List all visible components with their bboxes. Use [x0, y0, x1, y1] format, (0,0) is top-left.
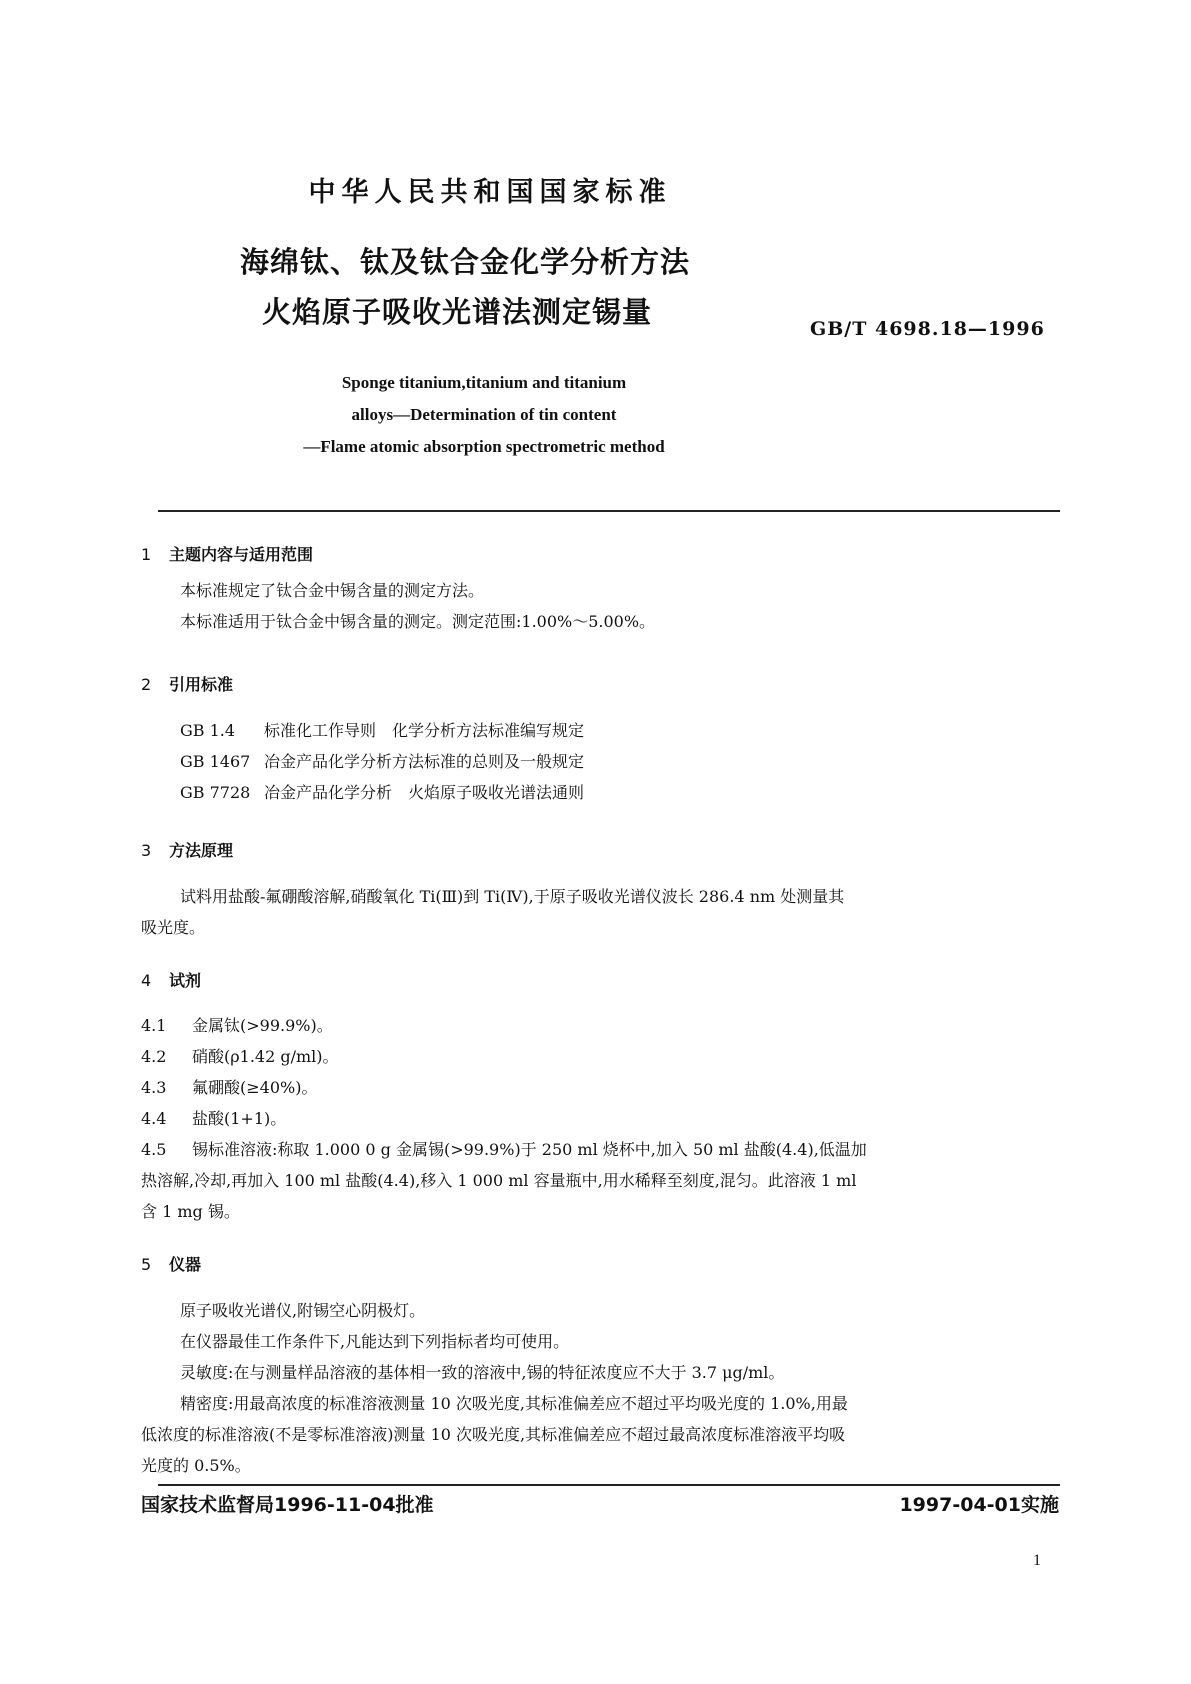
section-5-heading	[141, 1252, 201, 1275]
section-title: 仪器	[169, 1255, 202, 1274]
section-4-heading	[141, 968, 201, 991]
section-number: 5	[141, 1255, 152, 1274]
reagent-text: 硝酸(ρ1.42 g/ml)。	[192, 1047, 339, 1066]
title-line-2: 火焰原子吸收光谱法测定锡量	[262, 295, 653, 329]
section-5-paragraph: 精密度:用最高浓度的标准溶液测量 10 次吸光度,其标准偏差应不超过平均吸光度的 1.0%,用最	[180, 1394, 848, 1413]
reagent-number: 4.1	[141, 1016, 167, 1035]
reagent-item	[141, 1140, 867, 1160]
english-title-line-3: —Flame atomic absorption spectrometric method	[303, 437, 665, 456]
reagent-text: 氟硼酸(≥40%)。	[192, 1078, 318, 1097]
reagent-item	[141, 1016, 333, 1036]
reference-code: GB 7728	[180, 783, 251, 802]
reference-item	[180, 752, 584, 772]
section-1-paragraph: 本标准规定了钛合金中锡含量的测定方法。	[180, 581, 485, 600]
section-number: 1	[141, 545, 152, 564]
standard-code: GB/T 4698.18—1996	[810, 318, 1045, 340]
section-5-paragraph-cont: 光度的 0.5%。	[141, 1456, 251, 1475]
section-title: 试剂	[169, 971, 202, 990]
section-2-heading	[141, 672, 233, 695]
section-5-paragraph: 在仪器最佳工作条件下,凡能达到下列指标者均可使用。	[180, 1332, 570, 1351]
reagent-item	[141, 1109, 286, 1129]
reference-title: 冶金产品化学分析方法标准的总则及一般规定	[264, 752, 585, 771]
national-standard-heading: 中华人民共和国国家标准	[308, 177, 672, 208]
section-5-paragraph: 原子吸收光谱仪,附锡空心阴极灯。	[180, 1301, 426, 1320]
reagent-number: 4.4	[141, 1109, 167, 1128]
reference-item	[180, 783, 584, 803]
page-number: 1	[1033, 1552, 1041, 1569]
section-3-paragraph: 试料用盐酸-氟硼酸溶解,硝酸氧化 Ti(Ⅲ)到 Ti(Ⅳ),于原子吸收光谱仪波长 286.4 nm 处测量其	[180, 887, 845, 906]
reagent-item	[141, 1078, 317, 1098]
reference-title: 冶金产品化学分析 火焰原子吸收光谱法通则	[264, 783, 585, 802]
title-line-1: 海绵钛、钛及钛合金化学分析方法	[240, 245, 691, 279]
reagent-text: 金属钛(>99.9%)。	[192, 1016, 333, 1035]
approval-date: 国家技术监督局1996-11-04批准	[141, 1494, 434, 1516]
reference-code: GB 1.4	[180, 721, 236, 740]
reagent-text: 锡标准溶液:称取 1.000 0 g 金属锡(>99.9%)于 250 ml 烧杯中,加入 50 ml 盐酸(4.4),低温加	[192, 1140, 867, 1159]
section-5-paragraph-cont: 低浓度的标准溶液(不是零标准溶液)测量 10 次吸光度,其标准偏差应不超过最高浓度标准溶液平均吸	[141, 1425, 846, 1444]
reagent-number: 4.3	[141, 1078, 167, 1097]
section-number: 4	[141, 971, 152, 990]
reagent-text: 盐酸(1+1)。	[192, 1109, 287, 1128]
section-number: 2	[141, 675, 152, 694]
reagent-number: 4.2	[141, 1047, 167, 1066]
section-3-heading	[141, 838, 233, 861]
section-title: 引用标准	[169, 675, 234, 694]
section-1-heading	[141, 542, 313, 565]
english-title-line-2: alloys—Determination of tin content	[351, 405, 617, 424]
section-title: 主题内容与适用范围	[169, 545, 314, 564]
reagent-item	[141, 1047, 339, 1067]
reagent-number: 4.5	[141, 1140, 167, 1159]
footer-divider	[158, 1484, 1060, 1486]
reference-title: 标准化工作导则 化学分析方法标准编写规定	[264, 721, 585, 740]
reagent-item-cont: 含 1 mg 锡。	[141, 1202, 240, 1221]
section-1-paragraph: 本标准适用于钛合金中锡含量的测定。测定范围:1.00%～5.00%。	[180, 612, 656, 631]
english-title-line-1: Sponge titanium,titanium and titanium	[341, 373, 627, 392]
reagent-item-cont: 热溶解,冷却,再加入 100 ml 盐酸(4.4),移入 1 000 ml 容量瓶中,用水稀释至刻度,混匀。此溶液 1 ml	[141, 1171, 857, 1190]
section-3-paragraph-cont: 吸光度。	[141, 918, 206, 937]
section-title: 方法原理	[169, 841, 234, 860]
reference-item	[180, 721, 584, 741]
header-divider	[158, 510, 1060, 512]
reference-code: GB 1467	[180, 752, 251, 771]
section-number: 3	[141, 841, 152, 860]
implementation-date: 1997-04-01实施	[899, 1494, 1059, 1516]
section-5-paragraph: 灵敏度:在与测量样品溶液的基体相一致的溶液中,锡的特征浓度应不大于 3.7 μg/ml。	[180, 1363, 785, 1382]
